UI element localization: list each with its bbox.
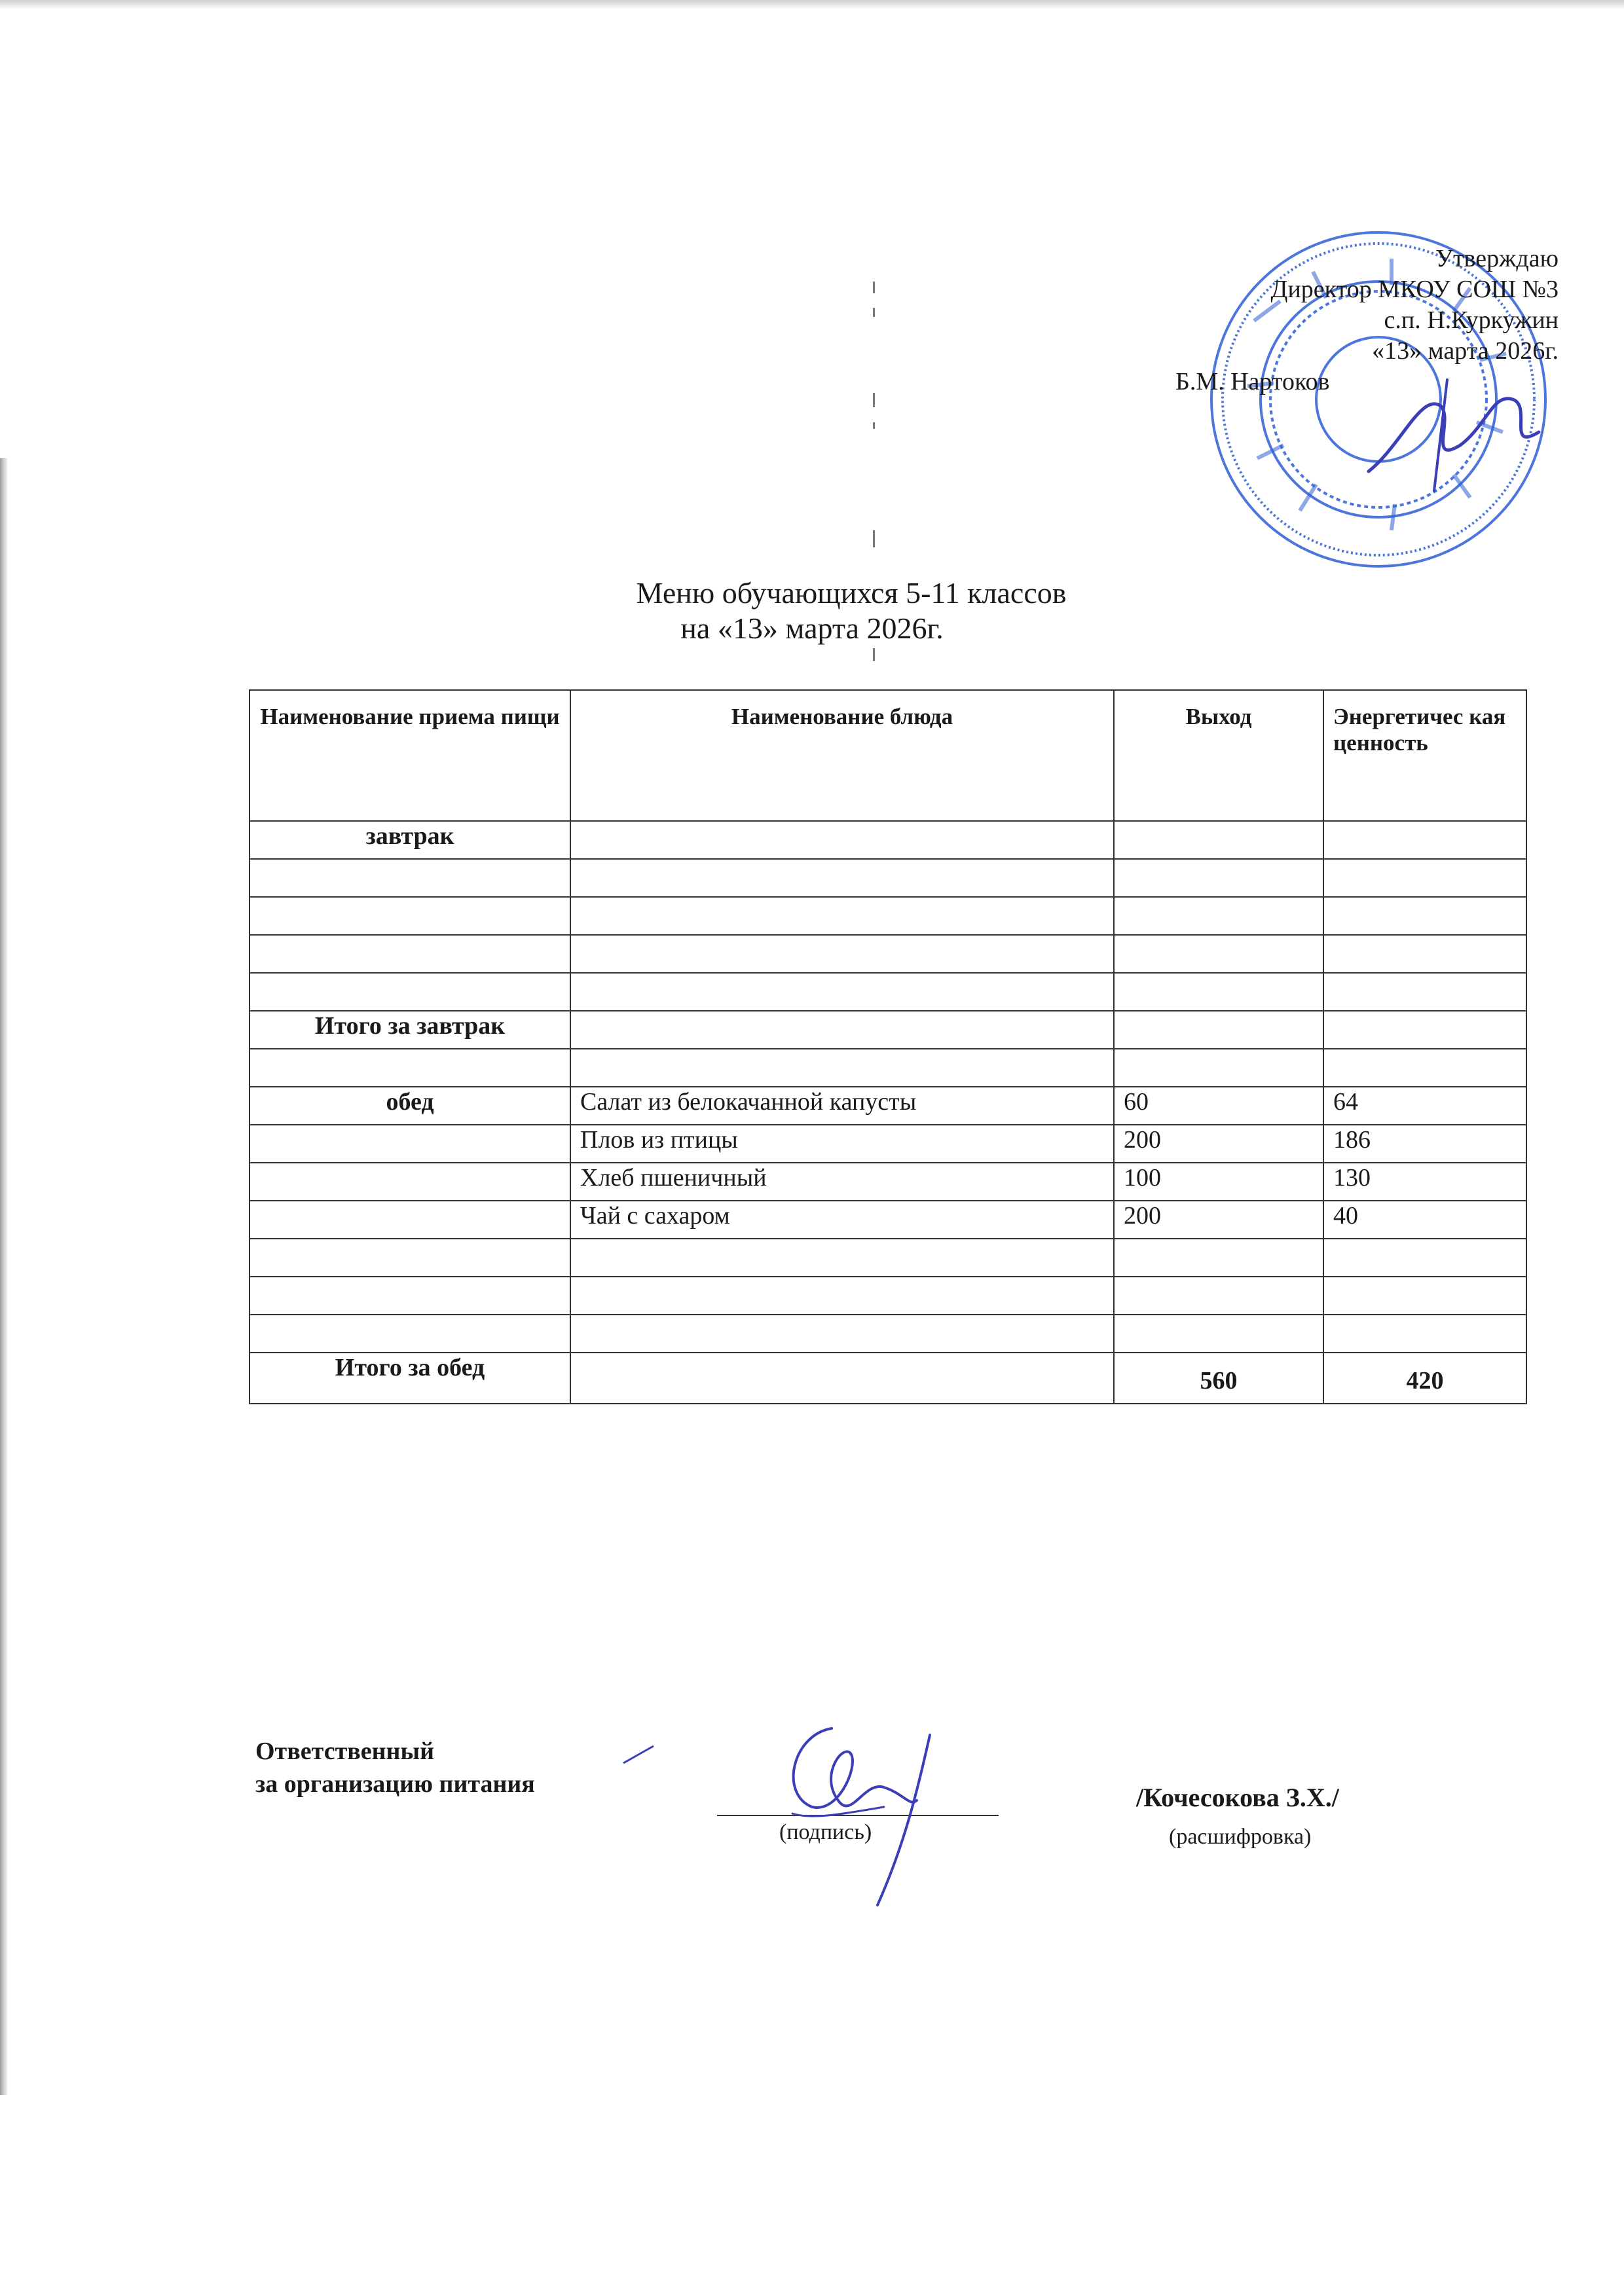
responsible-label [255, 1735, 535, 1800]
meal-breakfast: завтрак [249, 821, 570, 859]
table-row [249, 973, 1526, 1011]
header-output: Выход [1114, 690, 1323, 821]
dish-name: Плов из птицы [570, 1125, 1114, 1163]
header-energy: Энергетичес кая ценность [1323, 690, 1526, 821]
dish-energy: 64 [1323, 1087, 1526, 1125]
director-signature [1362, 367, 1559, 498]
table-row [249, 897, 1526, 935]
approval-position: Директор МКОУ СОШ №3 [1270, 276, 1559, 303]
dish-energy: 186 [1323, 1125, 1526, 1163]
menu-table [249, 689, 1527, 1404]
pen-mark [622, 1745, 655, 1764]
lunch-total: Итого за обед [249, 1353, 570, 1404]
table-row [249, 1277, 1526, 1315]
approval-director-name: Б.М. Нартоков [1175, 368, 1330, 395]
scan-left-shadow [0, 458, 8, 2095]
table-row [249, 1087, 1526, 1125]
responsible-name: /Кочесокова З.Х./ [1136, 1783, 1339, 1812]
document-title: Меню обучающихся 5-11 классов [636, 576, 1067, 610]
scan-top-edge [0, 0, 1624, 9]
table-row [249, 821, 1526, 859]
responsible-line1: Ответственный [255, 1738, 435, 1765]
table-row [249, 1239, 1526, 1277]
table-row [249, 1163, 1526, 1201]
approval-title: Утверждаю [1435, 245, 1559, 272]
dish-energy: 130 [1323, 1163, 1526, 1201]
approval-locality: с.п. Н.Куркужин [1384, 306, 1559, 334]
signature-caption: (подпись) [779, 1820, 872, 1844]
header-dish: Наименование блюда [570, 690, 1114, 821]
dish-energy: 40 [1323, 1201, 1526, 1239]
meal-lunch: обед [249, 1087, 570, 1125]
name-caption: (расшифровка) [1169, 1825, 1312, 1849]
breakfast-total: Итого за завтрак [249, 1011, 570, 1049]
dish-name: Хлеб пшеничный [570, 1163, 1114, 1201]
table-row [249, 859, 1526, 897]
header-meal: Наименование приема пищи [249, 690, 570, 821]
table-header-row [249, 690, 1526, 821]
document-date: на «13» марта 2026г. [680, 611, 944, 645]
responsible-line2: за организацию питания [255, 1770, 535, 1798]
responsible-signature [753, 1715, 969, 1912]
table-row [249, 935, 1526, 973]
table-row [249, 1049, 1526, 1087]
lunch-total-output: 560 [1114, 1353, 1323, 1404]
table-row [249, 1201, 1526, 1239]
table-row [249, 1125, 1526, 1163]
table-row [249, 1353, 1526, 1404]
dish-output: 200 [1114, 1201, 1323, 1239]
lunch-total-energy: 420 [1323, 1353, 1526, 1404]
table-row [249, 1011, 1526, 1049]
dish-name: Салат из белокачанной капусты [570, 1087, 1114, 1125]
dish-output: 200 [1114, 1125, 1323, 1163]
dish-name: Чай с сахаром [570, 1201, 1114, 1239]
dish-output: 100 [1114, 1163, 1323, 1201]
approval-date: «13» марта 2026г. [1372, 337, 1559, 365]
table-row [249, 1315, 1526, 1353]
dish-output: 60 [1114, 1087, 1323, 1125]
